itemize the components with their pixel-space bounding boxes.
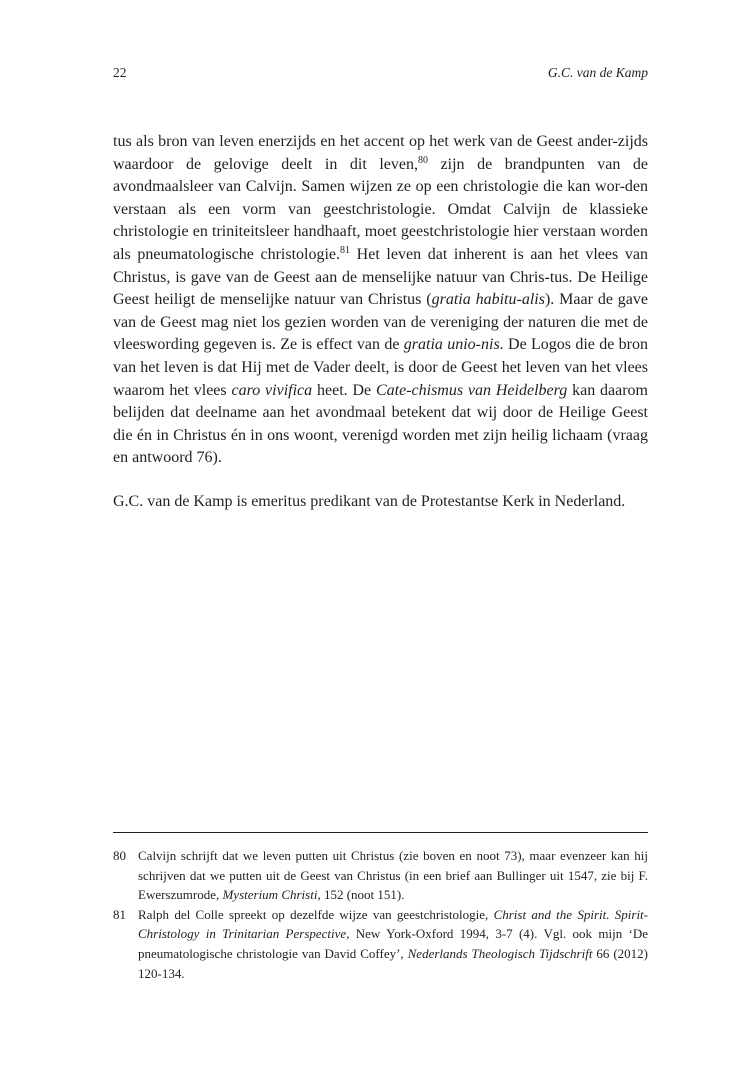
body-text-4: ). Maar de gave van de Geest mag niet los gezien worden van de vereniging der naturen die met de vleeswording gegeven is. Ze is effect van de [113, 291, 649, 354]
footnote-text: , New York-Oxford 1994, 3-7 (4). Vgl. ook mijn ‘De pneumatologische christologie van David Coffey’, [138, 926, 649, 961]
footnotes [113, 846, 648, 983]
term-gratia-unionis: gratia unio-nis [403, 336, 500, 354]
footnote-ref-81[interactable]: 81 [340, 244, 351, 256]
footnote-journal: Nederlands Theologisch Tijdschrift [407, 945, 593, 961]
footnote-text: Ralph del Colle spreekt op dezelfde wijze van geestchristologie, [138, 906, 494, 922]
footnote-text: , 152 (noot 151). [317, 887, 405, 903]
running-head-author: G.C. van de Kamp [547, 65, 648, 80]
footnote-text: 66 (2012) 120-134. [138, 945, 648, 981]
author-bio: G.C. van de Kamp is emeritus predikant van de Protestantse Kerk in Nederland. [113, 493, 626, 510]
body-paragraph [113, 131, 648, 470]
book-page [113, 0, 648, 1068]
body-text-1: tus als bron van leven enerzijds en het accent op het werk van de Geest ander-zijds waardoor de gelovige deelt in dit leven, [113, 133, 648, 173]
footnote-ref-80[interactable]: 80 [417, 154, 428, 166]
term-caro-vivifica: caro vivifica [231, 381, 313, 399]
footnote-text: Calvijn schrijft dat we leven putten uit Christus (zie boven en noot 73), maar evenzeer kan hij schrijven dat we putten uit de Geest van Christus (in een brief aan Bullinger uit 1547, zie bij F. Ewerszumrode, [138, 848, 648, 903]
footnote-title: Mysterium Christi [222, 887, 318, 903]
body-text-3: Het leven dat inherent is aan het vlees van Christus, is gave van de Geest aan de menselijke natuur van Chris-tus. De Heilige Geest heiligt de menselijke natuur van Christus ( [113, 245, 648, 309]
footnote-title: Christ and the Spirit. Spirit-Christology in Trinitarian Perspective [138, 906, 648, 942]
running-head [113, 63, 648, 83]
footnote-81 [113, 905, 648, 983]
body-text-6: heet. De [312, 381, 376, 399]
term-gratia-habitualis: gratia habitu-alis [431, 291, 545, 309]
body-text-7: kan daarom belijden dat deelname aan het avondmaal betekent dat wij door de Heilige Geest die én in Christus én in ons woont, verenigd worden met zijn heilig lichaam (vraag en antwoord 76). [113, 381, 649, 467]
body-text-2: zijn de brandpunten van de avondmaalsleer van Calvijn. Samen wijzen ze op een christologie die kan wor-den verstaan als een vorm van geestchristologie. Omdat Calvijn de klassieke christologie en triniteitsleer handhaaft, moet geestchristologie hier verstaan worden als pneumatologische christologie. [113, 155, 648, 263]
footnote-divider [113, 832, 648, 833]
title-catechismus: Cate-chismus van Heidelberg [375, 381, 568, 399]
body-text-5: . De Logos die de bron van het leven is dat Hij met de Vader deelt, is door de Geest het leven van het vlees waarom het vlees [113, 336, 649, 399]
footnote-number: 81 [113, 906, 126, 922]
page-number: 22 [113, 65, 127, 80]
footnote-number: 80 [113, 848, 126, 863]
footnote-80 [113, 846, 648, 905]
